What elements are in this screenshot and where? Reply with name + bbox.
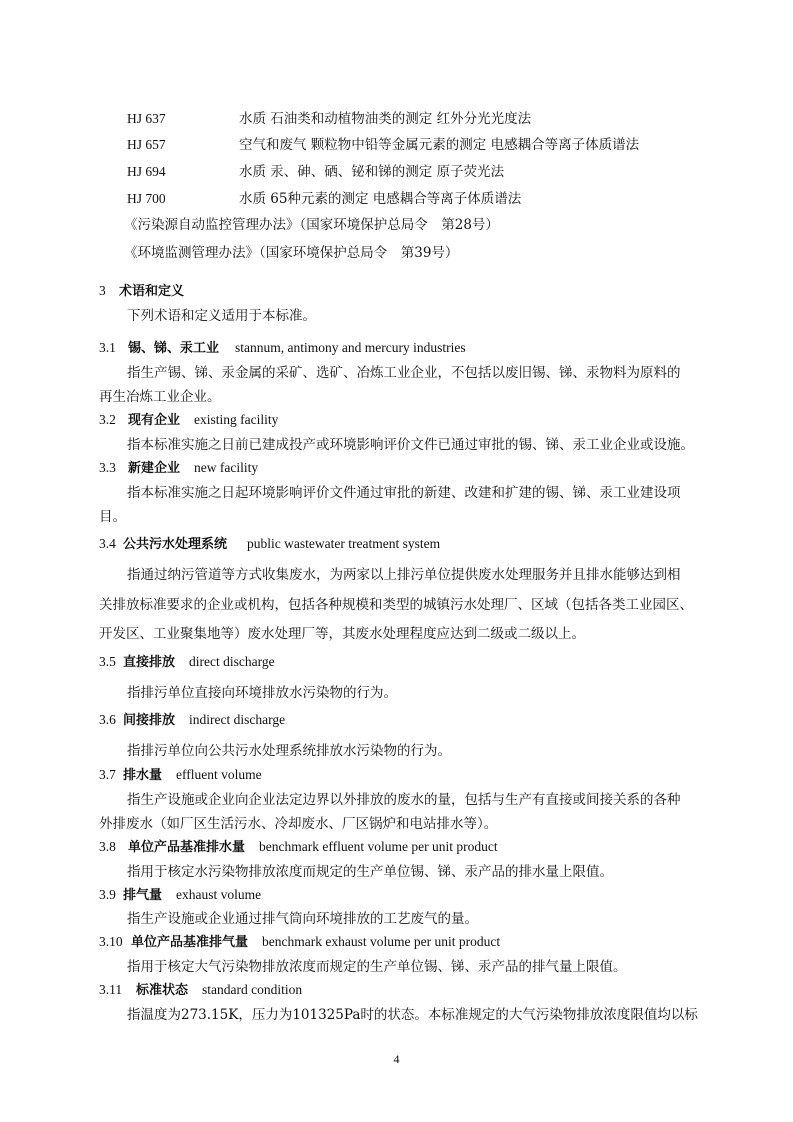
term-heading xyxy=(99,533,440,552)
term-number: 3.3 xyxy=(99,460,116,475)
section-number: 3 xyxy=(99,283,106,298)
term-definition-line: 指本标准实施之日起环境影响评价文件通过审批的新建、改建和扩建的锡、锑、汞工业建设项 xyxy=(127,485,681,501)
regulation-item: 《污染源自动监控管理办法》（国家环境保护总局令 第28号） xyxy=(124,217,499,233)
reference-code: HJ 657 xyxy=(127,137,166,152)
term-name-cn: 现有企业 xyxy=(128,413,181,428)
regulation-item: 《环境监测管理办法》（国家环境保护总局令 第39号） xyxy=(124,245,459,261)
reference-item xyxy=(127,160,504,180)
term-definition-line: 指用于核定水污染物排放浓度而规定的生产单位锡、锑、汞产品的排水量上限值。 xyxy=(127,864,613,880)
term-name-en: effluent volume xyxy=(176,767,262,782)
term-heading xyxy=(99,709,285,728)
reference-title: 水质 汞、砷、硒、铋和锑的测定 原子荧光法 xyxy=(239,164,505,180)
term-name-cn: 排气量 xyxy=(123,888,163,903)
term-heading xyxy=(99,337,466,356)
term-number: 3.6 xyxy=(99,712,116,727)
term-name-en: new facility xyxy=(194,460,259,475)
term-name-cn: 标准状态 xyxy=(136,983,189,998)
term-definition-line: 指生产锡、锑、汞金属的采矿、选矿、冶炼工业企业，不包括以废旧锡、锑、汞物料为原料的 xyxy=(127,365,681,381)
term-definition-line: 指排污单位向公共污水处理系统排放水污染物的行为。 xyxy=(127,743,451,759)
reference-title: 水质 石油类和动植物油类的测定 红外分光光度法 xyxy=(239,111,532,127)
term-heading xyxy=(99,884,261,903)
term-definition-line: 指本标准实施之日前已建成投产或环境影响评价文件已通过审批的锡、锑、汞工业企业或设施。 xyxy=(127,437,694,453)
term-definition-line: 开发区、工业聚集地等）废水处理厂等，其废水处理程度应达到二级或二级以上。 xyxy=(99,626,585,642)
term-definition-line: 指生产设施或企业通过排气筒向环境排放的工艺废气的量。 xyxy=(127,911,478,927)
term-name-cn: 单位产品基准排气量 xyxy=(131,935,249,950)
term-name-cn: 直接排放 xyxy=(123,655,176,670)
reference-code: HJ 700 xyxy=(127,191,166,206)
term-heading xyxy=(99,457,258,476)
term-definition-line: 指用于核定大气污染物排放浓度而规定的生产单位锡、锑、汞产品的排气量上限值。 xyxy=(127,959,627,975)
term-definition-line: 关排放标准要求的企业或机构，包括各种规模和类型的城镇污水处理厂、区域（包括各类工业园区、 xyxy=(99,597,693,613)
term-name-en: stannum, antimony and mercury industries xyxy=(235,340,466,355)
term-name-cn: 间接排放 xyxy=(123,713,176,728)
term-heading xyxy=(99,836,498,855)
term-name-cn: 公共污水处理系统 xyxy=(123,537,228,552)
section-intro: 下列术语和定义适用于本标准。 xyxy=(127,308,316,324)
term-name-cn: 排水量 xyxy=(123,768,163,783)
term-name-en: public wastewater treatment system xyxy=(247,536,441,551)
term-name-en: standard condition xyxy=(202,982,303,997)
section-title: 术语和定义 xyxy=(119,284,185,299)
reference-item xyxy=(127,107,531,127)
term-heading xyxy=(99,979,302,998)
reference-code: HJ 637 xyxy=(127,111,166,126)
term-number: 3.9 xyxy=(99,887,116,902)
term-number: 3.8 xyxy=(99,839,116,854)
term-definition-line: 指温度为273.15K，压力为101325Pa时的状态。本标准规定的大气污染物排放浓度限值均以标 xyxy=(127,1007,698,1023)
term-name-cn: 锡、锑、汞工业 xyxy=(128,341,220,356)
term-heading xyxy=(99,409,278,428)
term-name-en: benchmark effluent volume per unit product xyxy=(259,839,498,854)
term-number: 3.10 xyxy=(99,934,123,949)
reference-code: HJ 694 xyxy=(127,164,166,179)
term-number: 3.11 xyxy=(99,982,123,997)
term-name-cn: 单位产品基准排水量 xyxy=(128,840,246,855)
term-heading xyxy=(99,931,500,950)
term-definition-line: 指生产设施或企业向企业法定边界以外排放的废水的量，包括与生产有直接或间接关系的各种 xyxy=(127,792,681,808)
reference-item xyxy=(127,187,521,207)
term-definition-line: 目。 xyxy=(99,509,126,525)
reference-title: 水质 65种元素的测定 电感耦合等离子体质谱法 xyxy=(239,191,522,207)
term-number: 3.4 xyxy=(99,536,116,551)
reference-title: 空气和废气 颗粒物中铅等金属元素的测定 电感耦合等离子体质谱法 xyxy=(239,137,640,153)
term-definition-line: 指排污单位直接向环境排放水污染物的行为。 xyxy=(127,685,397,701)
term-name-en: benchmark exhaust volume per unit product xyxy=(262,934,501,949)
term-name-en: exhaust volume xyxy=(176,887,262,902)
term-definition-line: 再生冶炼工业企业。 xyxy=(99,389,221,405)
term-name-en: direct discharge xyxy=(189,654,275,669)
term-number: 3.7 xyxy=(99,767,116,782)
term-name-en: indirect discharge xyxy=(189,712,286,727)
term-definition-line: 外排废水（如厂区生活污水、冷却废水、厂区锅炉和电站排水等）。 xyxy=(99,816,498,832)
term-name-cn: 新建企业 xyxy=(128,461,181,476)
section-heading xyxy=(99,280,184,299)
term-number: 3.2 xyxy=(99,412,116,427)
page-number: 4 xyxy=(393,1052,400,1066)
term-name-en: existing facility xyxy=(194,412,279,427)
term-number: 3.1 xyxy=(99,340,116,355)
term-heading xyxy=(99,651,275,670)
reference-item xyxy=(127,133,639,153)
term-number: 3.5 xyxy=(99,654,116,669)
term-heading xyxy=(99,764,262,783)
term-definition-line: 指通过纳污管道等方式收集废水，为两家以上排污单位提供废水处理服务并且排水能够达到相 xyxy=(127,567,681,583)
